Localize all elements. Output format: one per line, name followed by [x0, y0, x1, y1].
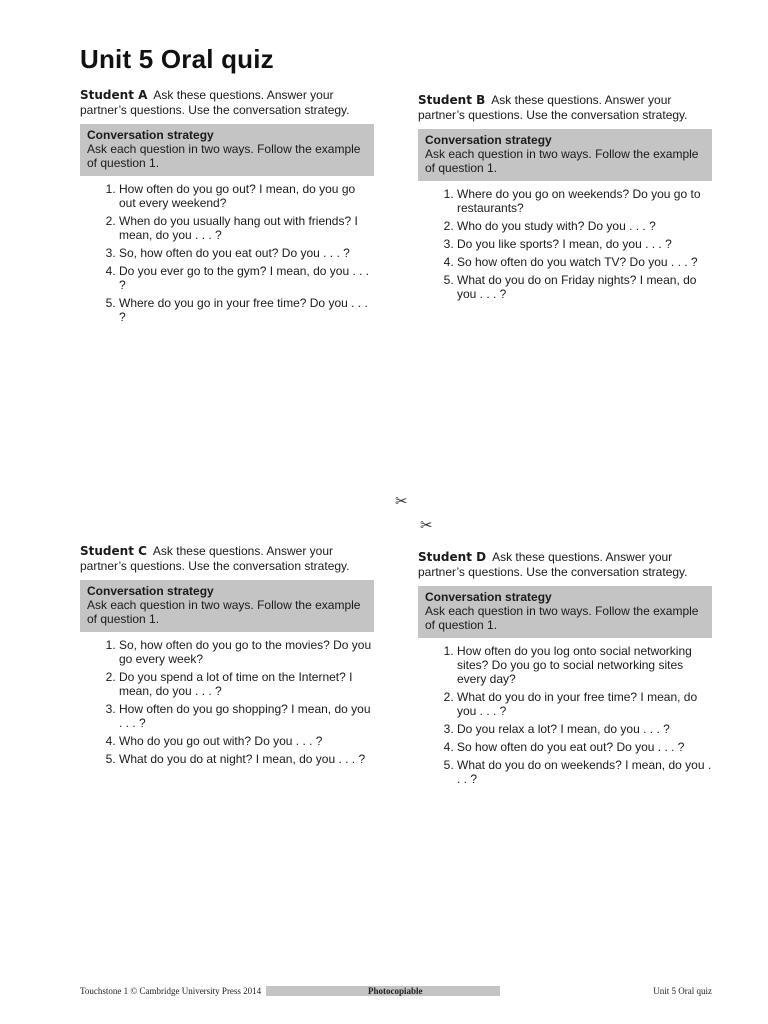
student-label: Student A	[80, 88, 148, 102]
strategy-heading: Conversation strategy	[87, 584, 214, 598]
copyright-text: Touchstone 1 © Cambridge University Press 2014	[80, 986, 262, 996]
question-item: 4. Who do you go out with? Do you . . . ?	[119, 734, 374, 748]
question-list	[80, 182, 374, 324]
question-list	[418, 644, 712, 786]
strategy-heading: Conversation strategy	[87, 128, 214, 142]
question-item: 3. How often do you go shopping? I mean, do you . . . ?	[119, 702, 374, 730]
question-item: 2. What do you do in your free time? I mean, do you . . . ?	[457, 690, 712, 718]
student-c-card	[80, 544, 374, 770]
scissors-icon: ✂	[420, 517, 433, 534]
student-b-card	[418, 93, 712, 305]
question-item: 1. Where do you go on weekends? Do you go to restaurants?	[457, 187, 712, 215]
scissors-icon: ✂	[395, 493, 408, 510]
conversation-strategy-box	[418, 586, 712, 638]
question-item: 5. What do you do at night? I mean, do you . . . ?	[119, 752, 374, 766]
instructions: Ask these questions. Answer your partner’s questions. Use the conversation strategy.	[418, 93, 688, 122]
question-list	[418, 187, 712, 301]
strategy-text: Ask each question in two ways. Follow the example of question 1.	[425, 147, 699, 175]
question-item: 1. How often do you go out? I mean, do you go out every weekend?	[119, 182, 374, 210]
question-item: 4. So how often do you watch TV? Do you . . . ?	[457, 255, 712, 269]
instructions: Ask these questions. Answer your partner’s questions. Use the conversation strategy.	[80, 88, 350, 117]
strategy-text: Ask each question in two ways. Follow the example of question 1.	[87, 598, 361, 626]
question-item: 5. Where do you go in your free time? Do you . . . ?	[119, 296, 374, 324]
question-item: 2. When do you usually hang out with friends? I mean, do you . . . ?	[119, 214, 374, 242]
question-item: 5. What do you do on weekends? I mean, do you . . . ?	[457, 758, 712, 786]
student-a-card	[80, 88, 374, 328]
conversation-strategy-box	[418, 129, 712, 181]
page-footer	[80, 984, 712, 998]
photocopiable-label: Photocopiable	[368, 986, 423, 996]
student-label: Student B	[418, 93, 486, 107]
question-item: 2. Who do you study with? Do you . . . ?	[457, 219, 712, 233]
question-list	[80, 638, 374, 766]
question-item: 3. So, how often do you eat out? Do you . . . ?	[119, 246, 374, 260]
question-item: 4. So how often do you eat out? Do you . . . ?	[457, 740, 712, 754]
question-item: 5. What do you do on Friday nights? I mean, do you . . . ?	[457, 273, 712, 301]
student-label: Student C	[80, 544, 147, 558]
question-item: 3. Do you relax a lot? I mean, do you . . . ?	[457, 722, 712, 736]
conversation-strategy-box	[80, 124, 374, 176]
strategy-heading: Conversation strategy	[425, 133, 552, 147]
footer-unit-label: Unit 5 Oral quiz	[653, 986, 712, 996]
student-d-card	[418, 550, 712, 790]
instructions: Ask these questions. Answer your partner’s questions. Use the conversation strategy.	[80, 544, 350, 573]
strategy-text: Ask each question in two ways. Follow the example of question 1.	[87, 142, 361, 170]
strategy-heading: Conversation strategy	[425, 590, 552, 604]
question-item: 1. How often do you log onto social networking sites? Do you go to social networking sites every day?	[457, 644, 712, 686]
page-title: Unit 5 Oral quiz	[80, 44, 274, 74]
student-label: Student D	[418, 550, 487, 564]
instructions: Ask these questions. Answer your partner’s questions. Use the conversation strategy.	[418, 550, 688, 579]
question-item: 3. Do you like sports? I mean, do you . . . ?	[457, 237, 712, 251]
conversation-strategy-box	[80, 580, 374, 632]
strategy-text: Ask each question in two ways. Follow the example of question 1.	[425, 604, 699, 632]
question-item: 1. So, how often do you go to the movies? Do you go every week?	[119, 638, 374, 666]
question-item: 4. Do you ever go to the gym? I mean, do you . . . ?	[119, 264, 374, 292]
question-item: 2. Do you spend a lot of time on the Internet? I mean, do you . . . ?	[119, 670, 374, 698]
